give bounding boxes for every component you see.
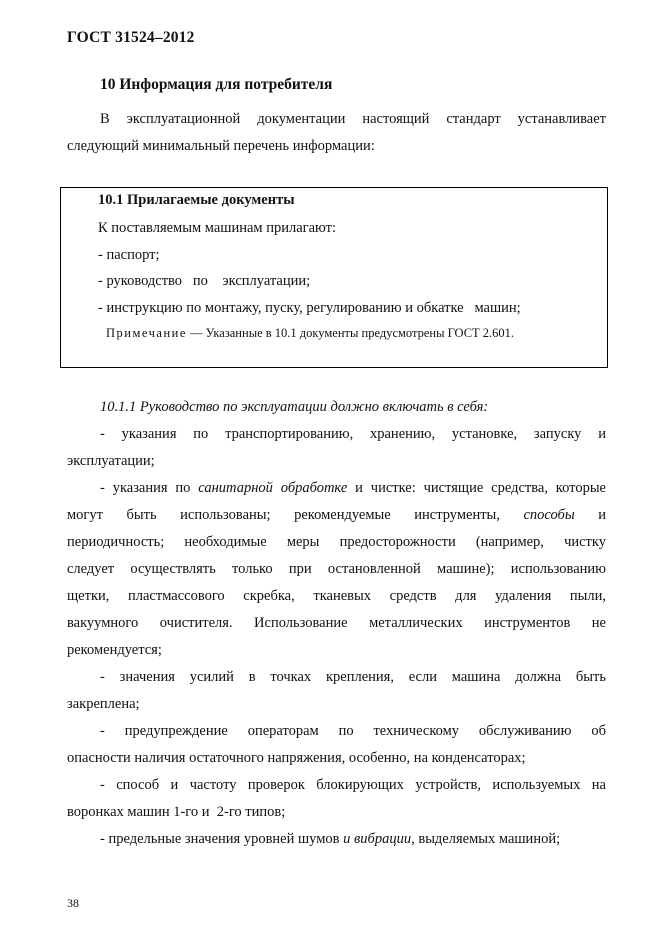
- para-5-line-1: - способ и частоту проверок блокирующих устройств, используемых на: [100, 777, 606, 793]
- note-label: Примечание: [106, 326, 187, 340]
- para-1-line-1: - указания по транспортированию, хранению, установке, запуску и: [100, 426, 606, 442]
- para-4-line-1: - предупреждение операторам по техническому обслуживанию об: [100, 723, 606, 739]
- note-text: — Указанные в 10.1 документы предусмотрены ГОСТ 2.601.: [186, 326, 515, 340]
- box-item-manual: - руководство по эксплуатации;: [98, 273, 311, 289]
- p2-l2-em: способы: [523, 507, 575, 523]
- p2-l2-a: могут быть использованы; рекомендуемые инструменты,: [67, 507, 524, 523]
- box-item-passport: - паспорт;: [98, 247, 160, 263]
- para-3-line-2: закреплена;: [67, 696, 140, 712]
- para-2-line-1: [100, 479, 606, 497]
- p6-a: - предельные значения уровней шумов: [100, 831, 344, 847]
- p6-b: , выделяемых машиной;: [411, 831, 561, 847]
- page-number: 38: [67, 896, 79, 910]
- para-3-line-1: - значения усилий в точках крепления, если машина должна быть: [100, 669, 606, 685]
- para-1-line-2: эксплуатации;: [67, 453, 155, 469]
- attached-documents-box: [60, 187, 608, 368]
- para-2-line-3: периодичность; необходимые меры предосторожности (например, чистку: [67, 534, 606, 550]
- para-2-line-5: щетки, пластмассового скребка, тканевых средств для удаления пыли,: [67, 588, 606, 604]
- para-6: [100, 830, 560, 848]
- p6-em: и вибрации: [343, 831, 412, 847]
- para-2-line-7: рекомендуется;: [67, 642, 162, 658]
- para-2-line-4: следует осуществлять только при остановленной машине); использованию: [67, 561, 606, 577]
- box-item-instruction: - инструкцию по монтажу, пуску, регулированию и обкатке машин;: [98, 300, 521, 316]
- box-title: 10.1 Прилагаемые документы: [98, 192, 295, 208]
- para-2-line-2: [67, 506, 606, 524]
- subsection-title: [100, 398, 488, 416]
- intro-line-1: В эксплуатационной документации настоящий стандарт устанавливает: [100, 111, 606, 127]
- p2-l1-a: - указания по: [100, 480, 199, 496]
- document-code-header: ГОСТ 31524–2012: [67, 29, 195, 46]
- para-5-line-2: воронках машин 1-го и 2-го типов;: [67, 804, 286, 820]
- p2-l1-b: и чистке: чистящие средства, которые: [347, 480, 606, 496]
- box-lead: К поставляемым машинам прилагают:: [98, 220, 337, 236]
- section-title: 10 Информация для потребителя: [100, 76, 333, 93]
- box-note: [106, 324, 514, 342]
- para-2-line-6: вакуумного очистителя. Использование металлических инструментов не: [67, 615, 606, 631]
- p2-l1-em: санитарной обработке: [198, 480, 348, 496]
- intro-line-2: следующий минимальный перечень информации:: [67, 138, 375, 154]
- para-4-line-2: опасности наличия остаточного напряжения, особенно, на конденсаторах;: [67, 750, 526, 766]
- p2-l2-b: и: [574, 507, 606, 523]
- subsection-title-text: 10.1.1 Руководство по эксплуатации должно включать в себя:: [100, 399, 489, 415]
